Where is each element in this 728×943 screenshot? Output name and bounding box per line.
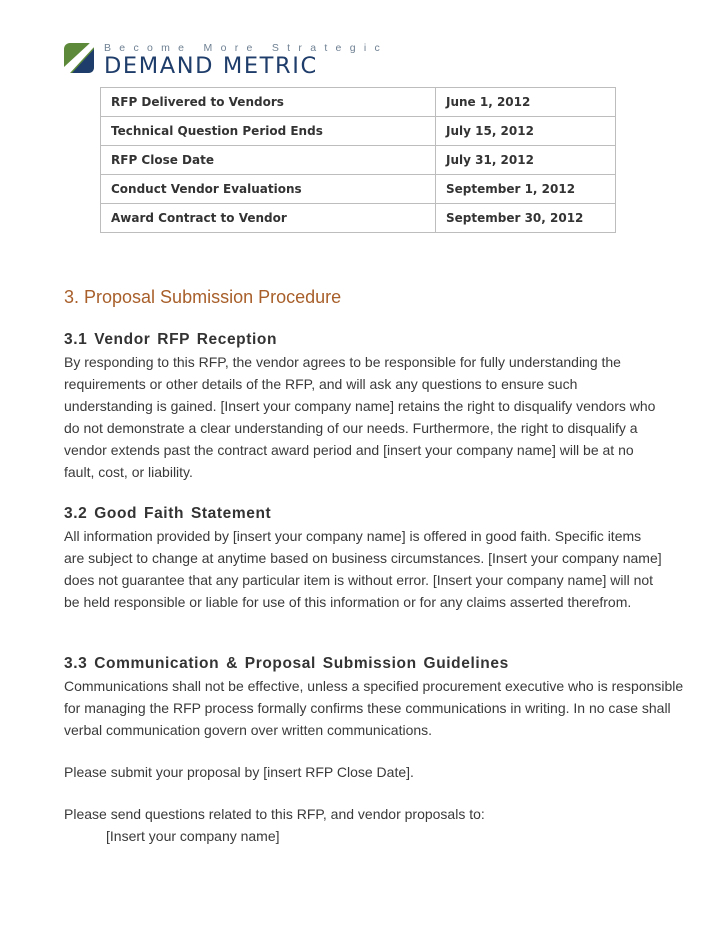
subsection-heading-communication: 3.3 Communication & Proposal Submission Guidelines xyxy=(64,655,509,672)
schedule-date: September 30, 2012 xyxy=(436,204,616,233)
company-logo xyxy=(64,39,389,79)
table-row xyxy=(101,204,616,233)
brand-name: DEMAND METRIC xyxy=(104,53,318,79)
schedule-date: July 31, 2012 xyxy=(436,146,616,175)
communication-text: Communications shall not be effective, unless a specified procurement executive who is responsible for managing the RFP process formally confirms these communications in writing. In no case shall verbal communication govern over written communications. xyxy=(64,678,684,738)
demand-metric-logo-icon xyxy=(64,41,96,75)
company-name-placeholder: [Insert your company name] xyxy=(106,828,280,844)
submit-proposal-text: Please submit your proposal by [insert RFP Close Date]. xyxy=(64,764,414,780)
table-row xyxy=(101,146,616,175)
schedule-task: Technical Question Period Ends xyxy=(101,117,436,146)
brand-tagline: Become More Strategic xyxy=(104,42,389,54)
schedule-task: RFP Close Date xyxy=(101,146,436,175)
subsection-heading-good-faith: 3.2 Good Faith Statement xyxy=(64,505,272,522)
send-questions-text: Please send questions related to this RFP, and vendor proposals to: xyxy=(64,806,485,822)
schedule-date: July 15, 2012 xyxy=(436,117,616,146)
table-row xyxy=(101,175,616,204)
schedule-date: September 1, 2012 xyxy=(436,175,616,204)
table-row xyxy=(101,88,616,117)
rfp-schedule-table xyxy=(100,87,616,233)
good-faith-text: All information provided by [insert your company name] is offered in good faith. Specific items are subject to change at anytime based on business circumstances. [Insert your company name] does not guarantee that any particular item is without error. [Insert your company name] will not be held responsible or liable for use of this information or for any claims asserted therefrom. xyxy=(64,528,662,610)
schedule-task: Conduct Vendor Evaluations xyxy=(101,175,436,204)
section-heading: 3. Proposal Submission Procedure xyxy=(64,287,342,307)
schedule-task: RFP Delivered to Vendors xyxy=(101,88,436,117)
vendor-rfp-reception-text: By responding to this RFP, the vendor agrees to be responsible for fully understanding the requirements or other details of the RFP, and will ask any questions to ensure such understanding is gained. [Insert your company name] retains the right to disqualify vendors who do not demonstrate a clear understanding of our needs. Furthermore, the right to disqualify a vendor extends past the contract award period and [insert your company name] will be at no fault, cost, or liability. xyxy=(64,354,656,480)
schedule-date: June 1, 2012 xyxy=(436,88,616,117)
subsection-heading-vendor-rfp-reception: 3.1 Vendor RFP Reception xyxy=(64,331,278,348)
schedule-task: Award Contract to Vendor xyxy=(101,204,436,233)
table-row xyxy=(101,117,616,146)
